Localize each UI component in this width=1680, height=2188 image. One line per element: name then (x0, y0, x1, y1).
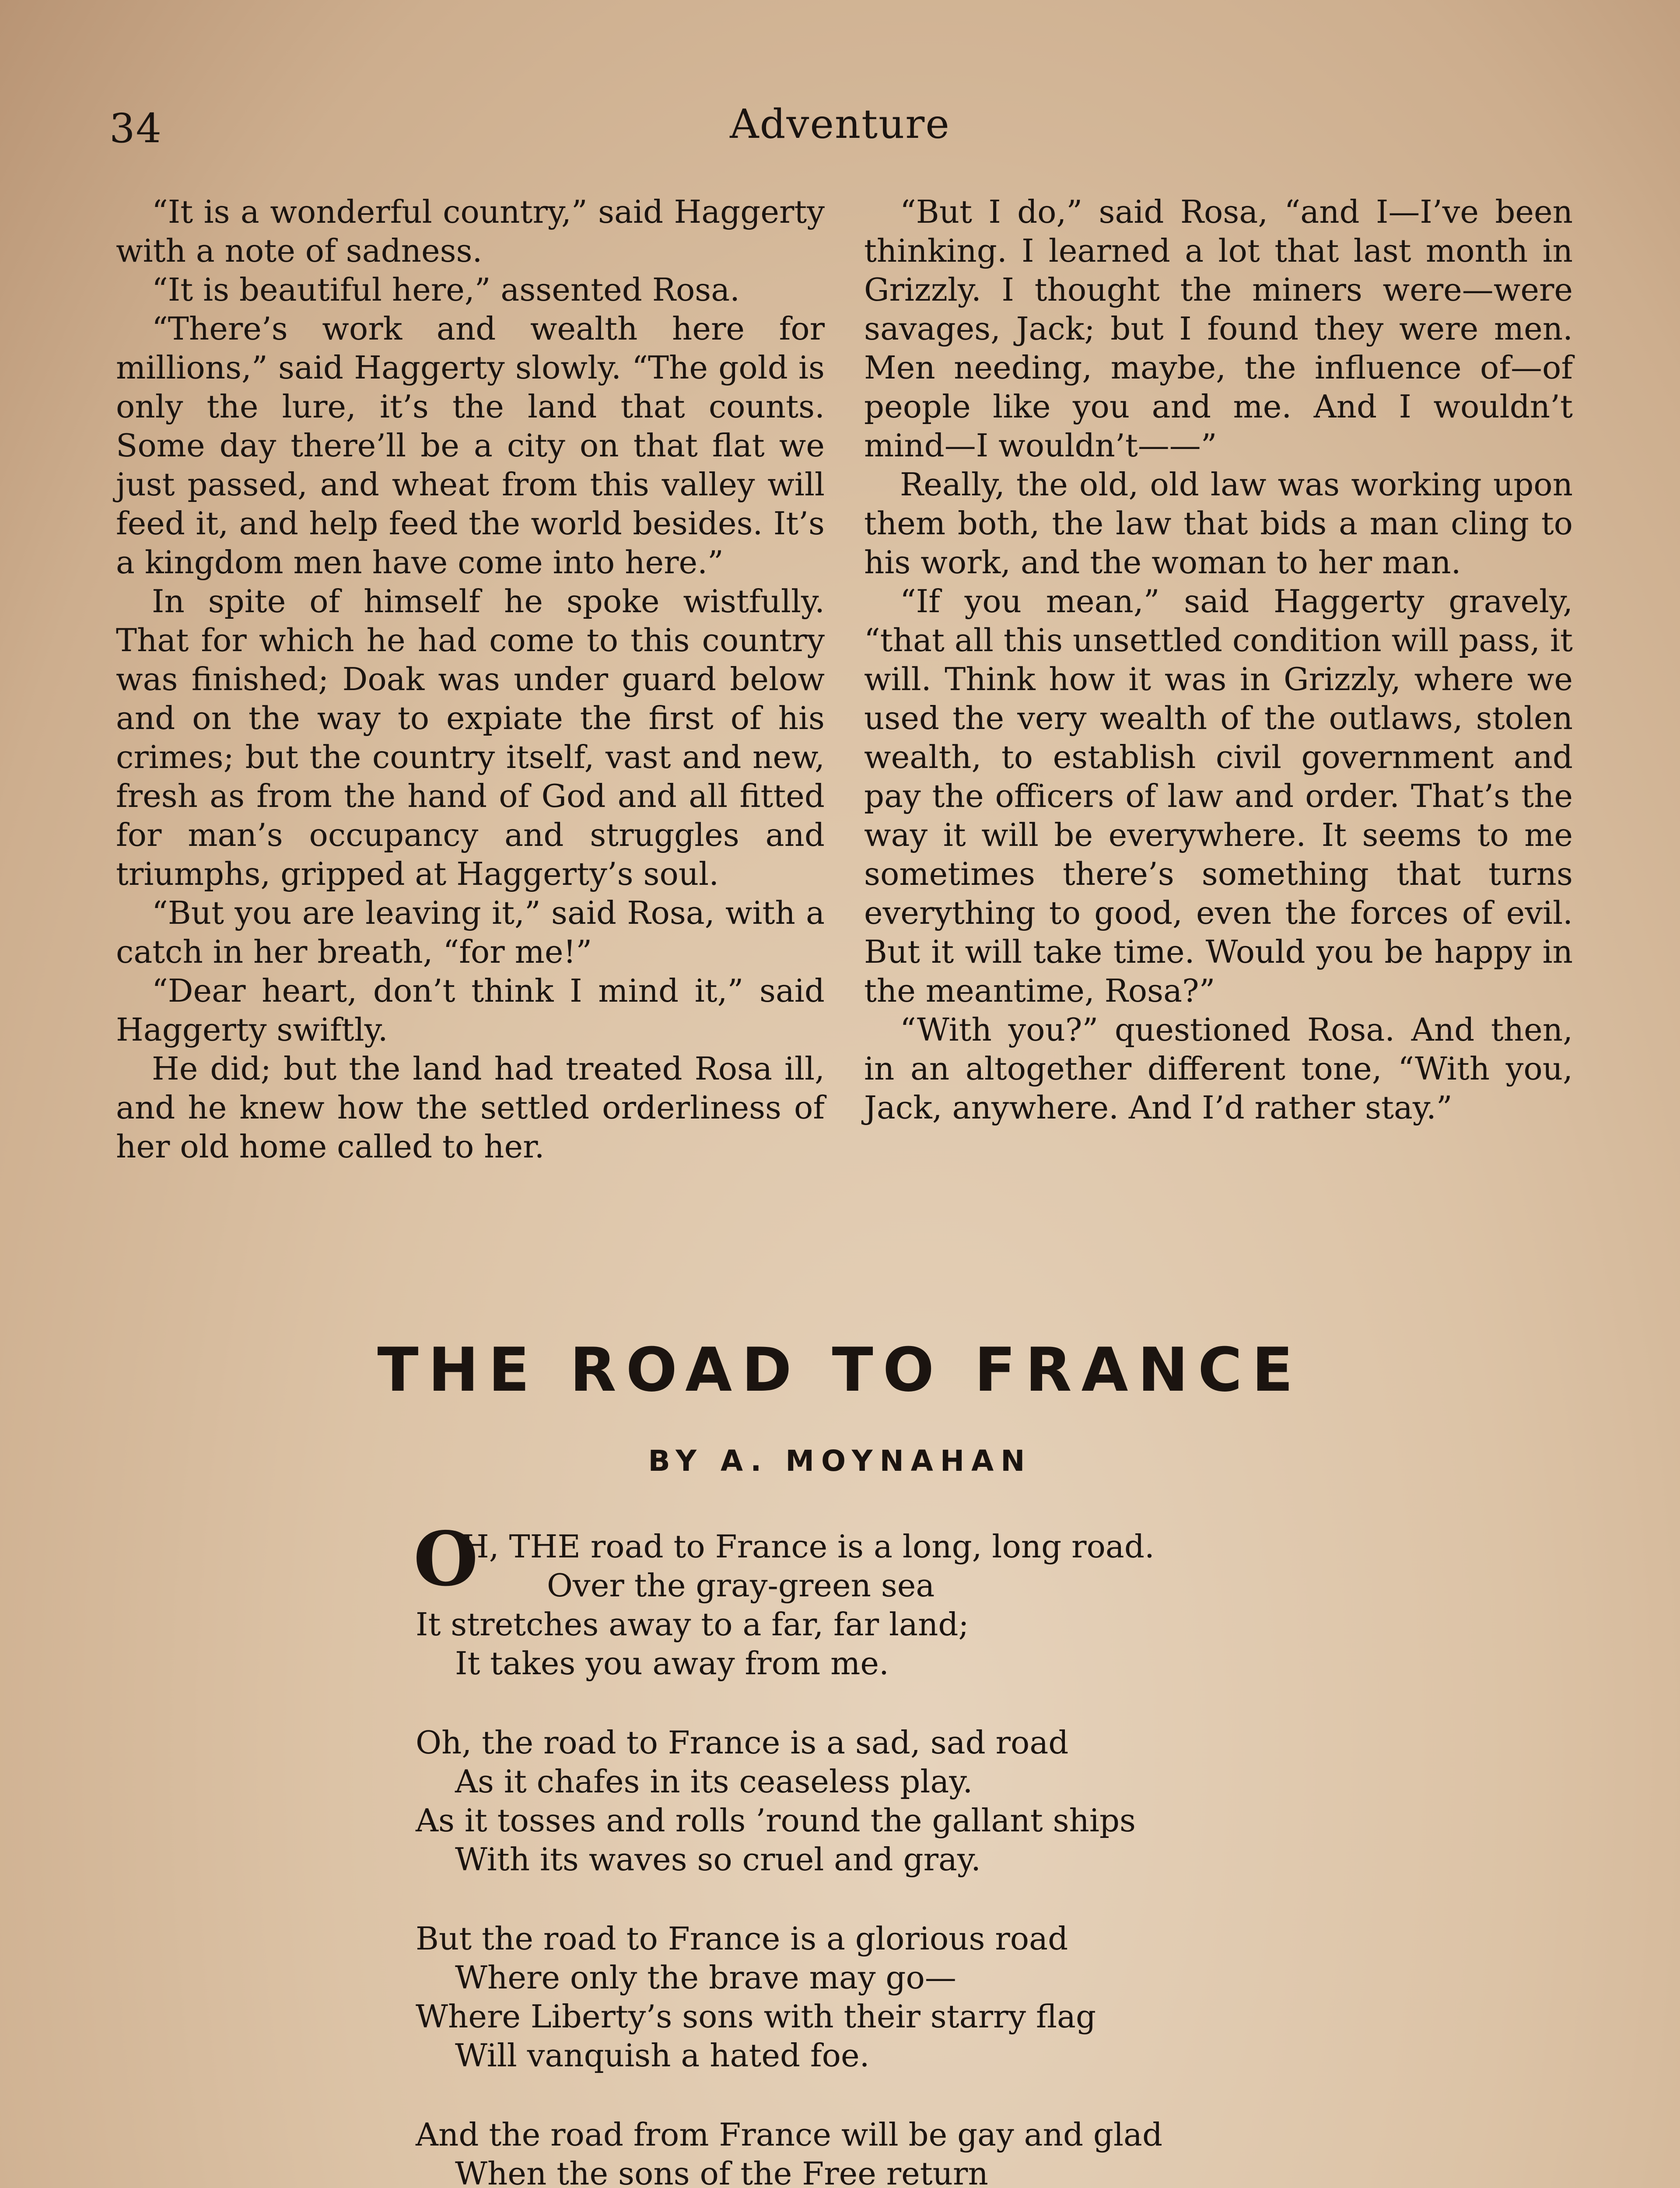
poem (413, 1515, 1422, 2188)
poem-line: It stretches away to a far, far land; (416, 1606, 969, 1643)
poem-line: As it chafes in its ceaseless play. (455, 1763, 973, 1800)
paragraph: “If you mean,” said Haggerty gravely, “that all this unsettled condition will pass, it will. Think how it was in Grizzly, where we used the very wealth of the outlaws, stolen wealth, to establish civil government and pay the officers of law and order. That’s the way it will be everywhere. It seems to me sometimes there’s something that turns everything to good, even the forces of evil. But it will take time. Would you be happy in the meantime, Rosa?” (864, 583, 1573, 1009)
paragraph: “It is beautiful here,” assented Rosa. (152, 271, 740, 308)
poem-line: It takes you away from me. (455, 1645, 889, 1682)
left-column (116, 193, 825, 1166)
paragraph: “But I do,” said Rosa, “and I—I’ve been thinking. I learned a lot that last month in Grizzly. I thought the miners were—were savages, Jack; but I found they were men. Men needing, maybe, the influence of—of people like you and me. And I wouldn’t mind—I wouldn’t——” (864, 193, 1573, 464)
poem-stanza (416, 2115, 1422, 2188)
page-header (109, 101, 1571, 158)
right-column (864, 193, 1573, 1166)
poem-line: With its waves so cruel and gray. (455, 1841, 981, 1878)
poem-line: When the sons of the Free return (455, 2155, 988, 2188)
running-head: Adventure (730, 101, 950, 147)
poem-title: THE ROAD TO FRANCE (377, 1335, 1303, 1405)
poem-byline: BY A. MOYNAHAN (648, 1444, 1032, 1478)
poem-stanza (416, 1919, 1422, 2075)
paragraph: “Dear heart, don’t think I mind it,” said Haggerty swiftly. (116, 972, 825, 1048)
paragraph: In spite of himself he spoke wistfully. That for which he had come to this country was finished; Doak was under guard below and on the way to expiate the first of his crimes; but the country itself, vast and new, fresh as from the hand of God and all fitted for man’s occupancy and struggles and triumphs, gripped at Haggerty’s soul. (116, 583, 825, 892)
poem-line: Oh, the road to France is a sad, sad road (416, 1724, 1069, 1761)
poem-line: Where Liberty’s sons with their starry flag (416, 1998, 1096, 2035)
paragraph: Really, the old, old law was working upon them both, the law that bids a man cling to his work, and the woman to her man. (864, 466, 1573, 581)
paragraph: He did; but the land had treated Rosa ill, and he knew how the settled orderliness of her old home called to her. (116, 1050, 825, 1165)
drop-cap: O (413, 1515, 479, 1603)
poem-line: Where only the brave may go— (455, 1959, 956, 1996)
poem-line: Will vanquish a hated foe. (455, 2037, 870, 2074)
poem-line: And the road from France will be gay and glad (416, 2116, 1163, 2153)
poem-line: Over the gray-green sea (547, 1567, 935, 1604)
paragraph: “It is a wonderful country,” said Haggerty with a note of sadness. (116, 193, 825, 269)
poem-stanza (413, 1515, 1422, 1683)
poem-line: As it tosses and rolls ’round the gallant ships (416, 1802, 1136, 1839)
paragraph: “With you?” questioned Rosa. And then, in an altogether different tone, “With you, Jack, anywhere. And I’d rather stay.” (864, 1011, 1573, 1126)
poem-stanza (416, 1723, 1422, 1879)
page-number: 34 (109, 105, 163, 152)
story-columns (116, 193, 1573, 1166)
poem-line: But the road to France is a glorious road (416, 1920, 1068, 1957)
paragraph: “But you are leaving it,” said Rosa, with a catch in her breath, “for me!” (116, 894, 825, 970)
poem-line-text: H, THE road to France is a long, long road. (462, 1528, 1155, 1565)
paragraph: “There’s work and wealth here for millions,” said Haggerty slowly. “The gold is only the lure, it’s the land that counts. Some day there’ll be a city on that flat we just passed, and wheat from this valley will feed it, and help feed the world besides. It’s a kingdom men have come into here.” (116, 310, 825, 581)
